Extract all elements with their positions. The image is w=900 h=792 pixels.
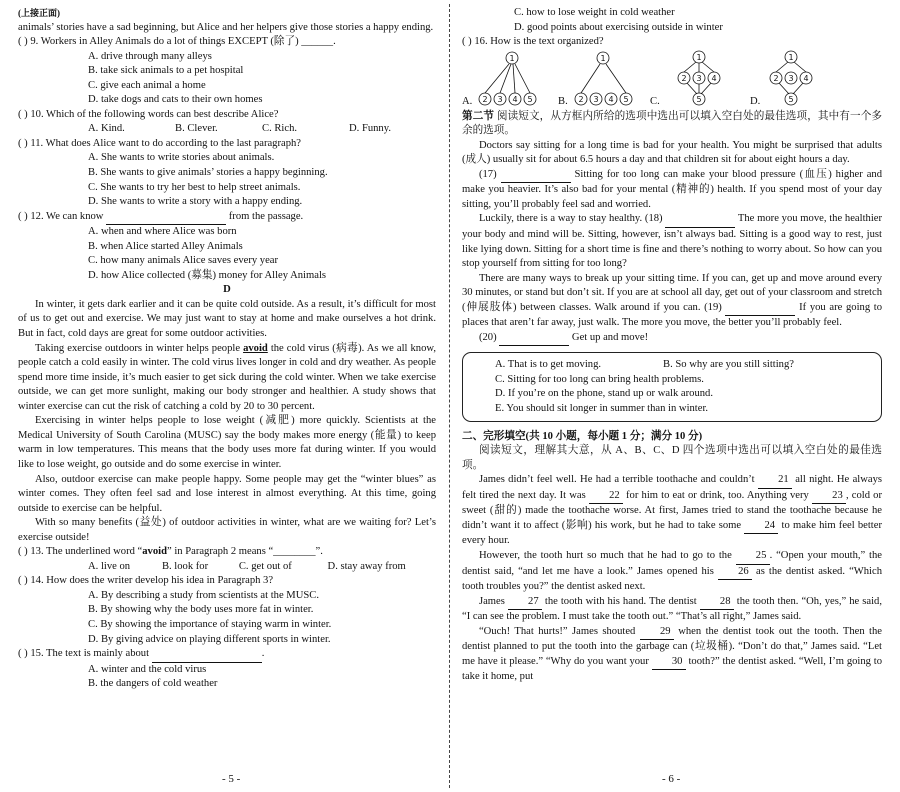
blank-24: 24 [744,519,778,535]
diagram-b-svg [558,50,646,110]
p2-text: Sitting for too long can make your blood pressure (血压) higher and make you heavier. It’s also bad for your mental (精神的) health. If you spend most of your day sitting, you’ll probably feel sad and worried. [462,168,882,210]
diagram-d-label: D. [750,96,761,108]
svg-text:5: 5 [696,94,702,104]
q16-structure-diagrams [462,50,882,110]
q15-option-c: C. how to lose weight in cold weather [514,7,675,18]
svg-text:5: 5 [623,94,629,104]
blank-20-number: (20) [478,331,497,343]
diagram-d [746,50,830,110]
box-option-a: A. That is to get moving. [495,359,602,371]
cloze-paragraph-2 [462,549,882,595]
passage-d-paragraph-2 [18,342,436,415]
q12-option-a: A. when and where Alice was born [88,226,237,238]
cloze-instructions: 阅读短文，理解其大意，从 A、B、C、D 四个选项中选出可以填入空白处的最佳选项。 [462,445,882,471]
passage-d-paragraph-4: Also, outdoor exercise can make people happy. Some people may get the “winter blues” as winter comes. They often feel sad and lose interest in almost everything. At this time, going outside to exercise can be helpful. [18,473,436,514]
svg-text:2: 2 [578,94,584,104]
blank-25: 25 [736,549,770,565]
svg-text:4: 4 [512,94,518,104]
diagram-b [558,50,646,110]
blank-29: 29 [640,625,674,641]
c1-b: all night. He always felt tired the next day. It was [462,474,882,501]
c1-e: to make him feel better every hour. [462,519,882,547]
q15-stem-end: . [261,648,265,660]
q10-options [18,122,436,137]
diagram-a-svg [462,50,550,110]
question-9-stem: ( ) 9. Workers in Alley Animals do a lot of things EXCEPT (除了) ______. [18,36,336,48]
q12-blank [106,210,226,226]
c1-c: for him to eat or drink, too. Anything very [622,489,809,501]
passage-2-paragraph-4 [462,272,882,331]
q15-option-a: A. winter and the cold virus [88,663,207,675]
q12-option-b: B. when Alice started Alley Animals [88,240,243,252]
blank-22: 22 [589,489,623,505]
blank-28: 28 [700,595,734,611]
q11-option-b: B. She wants to give animals’ stories a happy beginning. [88,167,328,179]
svg-text:2: 2 [773,73,779,83]
passage-2-paragraph-2 [462,168,882,213]
q10-option-a: A. Kind. [88,123,125,135]
q15-option-d: D. good points about exercising outside in winter [514,21,723,33]
blank-17 [501,168,571,184]
c1-a: James didn’t feel well. He had a terrible toothache and couldn’t [478,474,755,486]
svg-text:2: 2 [482,94,488,104]
q12-option-c: C. how many animals Alice saves every year [88,255,279,267]
c2-c: as the dentist asked. “Which tooth troubles you?” the dentist asked next. [462,565,883,593]
q11-option-d: D. She wants to write a story with a happy ending. [88,196,303,208]
passage-2-paragraph-3 [462,212,882,271]
p5-text: Get up and move! [569,331,649,343]
c4-a: “Ouch! That hurts!” James shouted [478,625,636,637]
cloze-title: 二、完形填空(共 10 小题，每小题 1 分；满分 10 分) [462,430,703,442]
q12-stem-start: ( ) 12. We can know [18,210,104,222]
box-row-ab [495,358,871,373]
svg-text:4: 4 [803,73,809,83]
avoid-word: avoid [243,342,268,354]
cloze-paragraph-1 [462,473,882,549]
q13-option-d: D. stay away from [327,560,406,572]
blank-27: 27 [508,595,542,611]
c3-c: the tooth then. “Oh, yes,” he said, “I can see the problem. I must take the tooth out.” “That’s all right,” James said. [462,595,882,623]
q13-stem-start: ( ) 13. The underlined word “ [18,546,143,558]
page-number-5: - 5 - [222,773,241,785]
cloze-paragraph-4 [462,625,882,685]
q13-option-c: C. get out of [238,560,292,572]
svg-text:2: 2 [681,73,687,83]
question-10-stem: ( ) 10. Which of the following words can best describe Alice? [18,108,279,120]
blank-21: 21 [758,473,792,489]
svg-text:3: 3 [593,94,599,104]
q14-option-d: D. By giving advice on playing different sports in winter. [88,633,331,645]
q9-option-d: D. take dogs and cats to their own homes [88,94,263,106]
q9-option-c: C. give each animal a home [88,79,206,91]
q15-stem-start: ( ) 15. The text is mainly about [18,648,150,660]
diagram-c-label: C. [650,96,660,108]
svg-text:3: 3 [497,94,503,104]
svg-text:3: 3 [788,73,794,83]
question-12-stem [18,210,436,226]
svg-text:5: 5 [527,94,533,104]
q9-option-b: B. take sick animals to a pet hospital [88,65,244,77]
section-2-instructions [462,110,882,139]
blank-18 [665,212,735,228]
svg-text:1: 1 [788,52,794,62]
passage-2-paragraph-1: Doctors say sitting for a long time is bad for your health. You might be surprised that adults (成人) usually sit for about 6.5 hours a day and that children sit for about eight hours a day. [462,139,882,166]
diagram-c [650,50,738,110]
c2-a: However, the tooth hurt so much that he had to go to the [478,549,732,561]
q15-blank [152,647,262,663]
box-option-d: D. If you’re on the phone, stand up or walk around. [495,388,713,400]
diagram-a-label: A. [462,96,473,108]
q14-option-a: A. By describing a study from scientists at the MUSC. [88,589,319,601]
q13-options [18,560,436,575]
question-14-stem: ( ) 14. How does the writer develop his idea in Paragraph 3? [18,575,274,587]
c3-a: James [478,595,505,607]
svg-text:5: 5 [788,94,794,104]
cloze-paragraph-3 [462,595,882,625]
page-6 [462,6,882,685]
svg-text:4: 4 [608,94,614,104]
page-5 [18,6,436,692]
diagram-c-svg [654,50,738,110]
q15-option-b: B. the dangers of cold weather [88,678,218,690]
p3-start: Luckily, there is a way to stay healthy. (18) [478,213,663,225]
q11-option-c: C. She wants to try her best to help street animals. [88,181,301,193]
header-tag: (上接正面) [18,8,60,18]
passage-2-paragraph-5 [462,331,882,347]
q14-option-b: B. By showing why the body uses more fat in winter. [88,604,314,616]
p2-start: Taking exercise outdoors in winter helps people [34,342,244,354]
q12-option-d: D. how Alice collected (募集) money for Alley Animals [88,269,327,281]
section-2-instr-text: 阅读短文，从方框内所给的选项中选出可以填入空白处的最佳选项，其中有一个多余的选项。 [462,110,883,137]
diagram-b-label: B. [558,96,568,108]
page-number-6: - 6 - [662,773,681,785]
blank-20 [499,331,569,347]
p3-rest: The more you move, the healthier your body and mind will be. Sitting, however, isn’t always bad. Sitting is a good way to rest, just like lying down. Sitting for a short time is fine and there’s nothing to worry about. So how can you stop yourself from sitting for too long? [462,213,882,270]
svg-text:1: 1 [600,53,606,63]
svg-text:4: 4 [711,73,717,83]
c4-c: tooth?” the dentist asked. “Well, I’m going to take it home, put [462,655,882,683]
c1-d: , cold or sweet (甜的) made the toothache worse. At first, James tried to stand the toothache because he didn’t want it to affect (影响) his work, but he had to take some [462,489,882,531]
q10-option-c: C. Rich. [262,123,298,135]
q10-option-d: D. Funny. [349,123,391,135]
c3-b: the tooth with his hand. The dentist [541,595,697,607]
blank-19 [725,301,795,317]
section-2-title: 第二节 [462,110,495,122]
c2-b: . “Open your mouth,” the dentist said, “and let me have a look.” James opened his [462,549,882,577]
question-11-stem: ( ) 11. What does Alice want to do according to the last paragraph? [18,137,301,149]
passage-d-paragraph-5: With so many benefits (益处) of outdoor activities in winter, what are we waiting for? Let’s exercise outside! [18,517,436,543]
q11-option-a: A. She wants to write stories about animals. [88,152,275,164]
c4-b: when the dentist took out the tooth. Then the dentist planned to put the tooth into the garbage can (垃圾桶). “Don’t do that,” James said. “Let me have it please.” “Why do you want your [462,625,882,667]
box-option-e: E. You should sit longer in summer than in winter. [495,403,709,415]
q12-stem-end: from the passage. [228,210,304,222]
svg-text:3: 3 [696,73,702,83]
question-16-stem: ( ) 16. How is the text organized? [462,36,604,48]
page-divider [449,4,450,788]
box-option-c: C. Sitting for too long can bring health problems. [495,373,704,385]
section-d-heading: D [223,284,231,296]
q13-option-b: B. look for [161,560,209,572]
q14-option-c: C. By showing the importance of staying warm in winter. [88,618,332,630]
q9-option-a: A. drive through many alleys [88,50,212,62]
blank-17-number: (17) [478,168,497,180]
q13-stem-end: ” in Paragraph 2 means “________”. [166,546,323,558]
blank-30: 30 [652,655,686,671]
diagram-a [462,50,550,110]
svg-text:1: 1 [509,53,515,63]
options-box [462,352,882,421]
intro-tail: animals’ stories have a sad beginning, but Alice and her helpers give those stories a happy ending. [18,21,434,33]
question-13-stem [18,545,436,560]
passage-d-paragraph-3: Exercising in winter helps people to lose weight (减肥) more quickly. Scientists at the Medical University of South Carolina (MUSC) say the body makes more energy (能量) to keep warm in low temperatures. This means that the body uses more fat during winter. If you would like to lose weight, go outside and do some exercise in winter. [18,415,436,470]
p4-rest: If you are going to places that aren’t far away, just walk. The more you move, the better you’ll probably feel. [462,301,883,329]
p2-rest: the cold virus (病毒). As we all know, people catch a cold easily in winter. The cold virus lives longer in cold and dry weather. As people spend more time inside, it’s much easier to get sick during the cold winter. When we take exercise outside, we can get more sunlight, making our body stronger and healthier. A study shows that winter exercise can cut the risk of catching a cold by 20 to 30 percent. [18,342,436,412]
q10-option-b: B. Clever. [175,123,218,135]
blank-26: 26 [718,565,752,581]
p4-start: There are many ways to break up your sitting time. If you can, get up and move around every 30 minutes, or stand but don’t sit. If you are at school all day, get out of your classroom and stretch (伸展肢体) between classes. Walk around if you can. (19) [462,272,882,313]
q13-word: avoid [142,546,167,558]
svg-text:1: 1 [696,52,702,62]
box-option-b: B. So why are you still sitting? [663,359,794,371]
passage-d-paragraph-1: In winter, it gets dark earlier and it can be quite cold outside. As a result, it’s difficult for most of us to get out and exercise. We may just want to stay at home and make ourselves a hot drink. But in fact, cold days are great for some outdoor activities. [18,298,436,340]
q13-option-a: A. live on [88,560,131,572]
blank-23: 23 [812,489,846,505]
question-15-stem [18,647,436,663]
